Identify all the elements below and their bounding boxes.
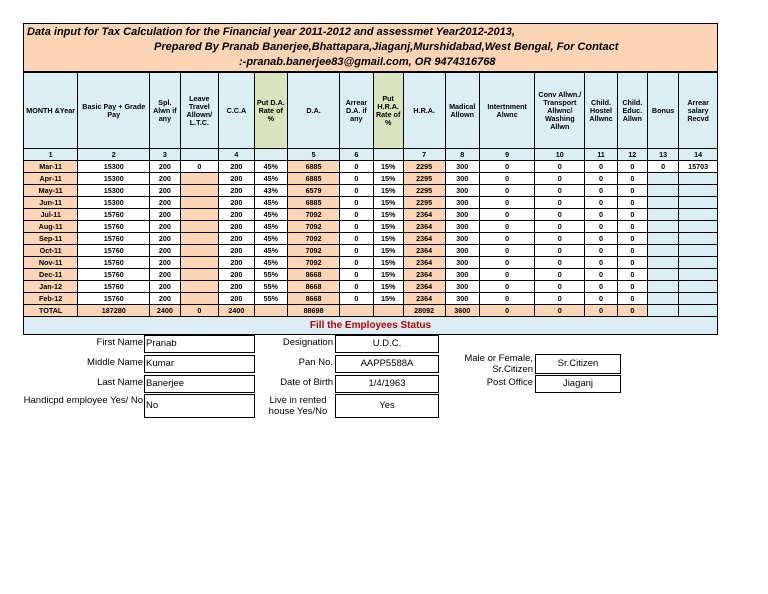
data-cell[interactable]: 0 (340, 185, 373, 197)
data-cell[interactable]: 200 (219, 269, 254, 281)
data-cell[interactable]: 0 (535, 221, 585, 233)
data-cell[interactable]: 15% (373, 233, 403, 245)
data-cell[interactable]: 0 (617, 161, 647, 173)
data-cell[interactable]: 200 (150, 185, 180, 197)
data-cell[interactable]: 15300 (78, 173, 150, 185)
month-cell: May-11 (24, 185, 78, 197)
data-cell[interactable]: 45% (254, 245, 287, 257)
data-cell[interactable]: 200 (150, 245, 180, 257)
data-cell[interactable]: 300 (445, 209, 479, 221)
month-cell: Jun-11 (24, 197, 78, 209)
table-total-row (24, 305, 718, 317)
data-cell[interactable] (647, 233, 678, 245)
data-cell[interactable]: 0 (585, 269, 617, 281)
data-cell[interactable] (679, 173, 718, 185)
data-cell[interactable]: 0 (340, 269, 373, 281)
column-header: D.A. (287, 73, 339, 149)
data-cell[interactable]: 200 (150, 197, 180, 209)
column-header: Put H.R.A. Rate of % (373, 73, 403, 149)
data-cell[interactable]: 15% (373, 161, 403, 173)
data-cell[interactable] (180, 197, 219, 209)
data-cell[interactable]: 300 (445, 257, 479, 269)
data-cell[interactable]: 15% (373, 209, 403, 221)
data-cell[interactable]: 200 (150, 269, 180, 281)
table-row (24, 257, 718, 269)
banner-line-3: :-pranab.banerjee83@gmail.com, OR 9474316768 (239, 56, 496, 68)
data-cell[interactable] (679, 281, 718, 293)
data-cell[interactable]: 15% (373, 173, 403, 185)
middle-name-label: Middle Name (87, 357, 143, 368)
month-cell: Jan-12 (24, 281, 78, 293)
data-cell[interactable]: 15703 (679, 161, 718, 173)
data-cell[interactable]: 0 (180, 161, 219, 173)
column-number: 11 (585, 149, 617, 161)
total-label: TOTAL (24, 305, 78, 317)
data-cell[interactable]: 200 (219, 197, 254, 209)
post-office-field[interactable]: Jiaganj (535, 375, 621, 393)
data-cell[interactable]: 0 (535, 185, 585, 197)
column-header: Intertnment Alwnc (479, 73, 534, 149)
data-cell[interactable]: 200 (150, 257, 180, 269)
data-cell[interactable]: 15300 (78, 197, 150, 209)
data-cell[interactable]: 0 (617, 173, 647, 185)
table-row (24, 173, 718, 185)
data-cell[interactable]: 6579 (287, 185, 339, 197)
data-cell[interactable] (679, 185, 718, 197)
total-cell: 0 (180, 305, 219, 317)
rented-house-label: Live in rented house Yes/No (268, 395, 328, 417)
total-cell: 2400 (150, 305, 180, 317)
data-cell[interactable]: 0 (479, 245, 534, 257)
gender-field[interactable]: Sr.Citizen (535, 354, 621, 374)
data-cell[interactable]: 15760 (78, 281, 150, 293)
data-cell[interactable]: 300 (445, 269, 479, 281)
data-cell[interactable]: 7092 (287, 257, 339, 269)
column-header: Spl. Alwn if any (150, 73, 180, 149)
data-cell[interactable]: 0 (340, 257, 373, 269)
data-cell[interactable]: 300 (445, 221, 479, 233)
column-number: 6 (340, 149, 373, 161)
data-cell[interactable] (679, 197, 718, 209)
data-cell[interactable]: 0 (585, 161, 617, 173)
table-row (24, 209, 718, 221)
data-cell[interactable]: 0 (535, 245, 585, 257)
data-cell[interactable]: 2364 (403, 221, 445, 233)
data-cell[interactable]: 15% (373, 221, 403, 233)
data-cell[interactable]: 55% (254, 281, 287, 293)
data-cell[interactable]: 15760 (78, 209, 150, 221)
column-header: Conv Allwn./ Transport Allwnc/ Washing Allwn (535, 73, 585, 149)
total-cell (340, 305, 373, 317)
data-cell[interactable]: 0 (340, 293, 373, 305)
table-row (24, 269, 718, 281)
data-cell[interactable] (679, 293, 718, 305)
data-cell[interactable]: 8668 (287, 281, 339, 293)
month-cell: Nov-11 (24, 257, 78, 269)
data-cell[interactable]: 45% (254, 221, 287, 233)
column-header: Arrear D.A. if any (340, 73, 373, 149)
data-cell[interactable]: 0 (340, 221, 373, 233)
data-cell[interactable]: 15760 (78, 293, 150, 305)
data-cell[interactable] (679, 209, 718, 221)
data-cell[interactable]: 300 (445, 185, 479, 197)
data-cell[interactable]: 0 (617, 221, 647, 233)
data-cell[interactable] (180, 233, 219, 245)
data-cell[interactable]: 55% (254, 293, 287, 305)
total-cell: 0 (479, 305, 534, 317)
column-number (373, 149, 403, 161)
data-cell[interactable]: 15% (373, 293, 403, 305)
data-cell[interactable]: 15% (373, 257, 403, 269)
data-cell[interactable]: 0 (585, 209, 617, 221)
data-cell[interactable]: 200 (150, 281, 180, 293)
column-number: 9 (479, 149, 534, 161)
employee-status-block (23, 335, 718, 423)
data-cell[interactable]: 6885 (287, 161, 339, 173)
data-cell[interactable] (180, 173, 219, 185)
data-cell[interactable]: 200 (219, 245, 254, 257)
data-cell[interactable]: 6885 (287, 173, 339, 185)
data-cell[interactable] (647, 269, 678, 281)
data-cell[interactable]: 0 (585, 197, 617, 209)
column-number: 2 (78, 149, 150, 161)
data-cell[interactable]: 15760 (78, 221, 150, 233)
data-cell[interactable] (647, 221, 678, 233)
data-cell[interactable]: 15300 (78, 161, 150, 173)
total-cell: 88698 (287, 305, 339, 317)
banner-line-2: Prepared By Pranab Banerjee,Bhattapara,Jiaganj,Murshidabad,West Bengal, For Contact (154, 41, 619, 53)
data-cell[interactable] (180, 221, 219, 233)
data-cell[interactable]: 15% (373, 245, 403, 257)
data-cell[interactable] (647, 185, 678, 197)
data-cell[interactable]: 2295 (403, 173, 445, 185)
column-number: 3 (150, 149, 180, 161)
data-cell[interactable]: 45% (254, 173, 287, 185)
data-cell[interactable]: 300 (445, 245, 479, 257)
data-cell[interactable]: 6885 (287, 197, 339, 209)
data-cell[interactable]: 200 (219, 221, 254, 233)
total-cell (679, 305, 718, 317)
banner-line-1: Data input for Tax Calculation for the Financial year 2011-2012 and assessmet Year2012-2013, (27, 26, 515, 38)
month-cell: Jul-11 (24, 209, 78, 221)
data-cell[interactable]: 0 (340, 209, 373, 221)
data-cell[interactable]: 300 (445, 293, 479, 305)
data-cell[interactable]: 2364 (403, 233, 445, 245)
title-banner (23, 23, 718, 72)
data-cell[interactable] (180, 245, 219, 257)
last-name-label: Last Name (97, 377, 143, 388)
data-cell[interactable]: 0 (585, 233, 617, 245)
data-cell[interactable]: 7092 (287, 233, 339, 245)
data-cell[interactable]: 0 (479, 233, 534, 245)
data-cell[interactable]: 0 (617, 257, 647, 269)
post-office-label: Post Office (486, 377, 533, 388)
column-header: Leave Travel Allown/ L.T.C. (180, 73, 219, 149)
data-cell[interactable]: 0 (647, 161, 678, 173)
data-cell[interactable]: 15300 (78, 185, 150, 197)
data-cell[interactable]: 0 (535, 293, 585, 305)
total-cell: 28092 (403, 305, 445, 317)
data-cell[interactable] (679, 245, 718, 257)
data-cell[interactable]: 2364 (403, 209, 445, 221)
data-cell[interactable]: 300 (445, 197, 479, 209)
data-cell[interactable]: 0 (535, 257, 585, 269)
column-number: 14 (679, 149, 718, 161)
handicapped-field[interactable]: No (144, 394, 255, 418)
column-number-row (24, 149, 718, 161)
data-cell[interactable] (180, 209, 219, 221)
data-cell[interactable]: 0 (617, 245, 647, 257)
data-cell[interactable]: 300 (445, 161, 479, 173)
data-cell[interactable]: 200 (150, 209, 180, 221)
data-cell[interactable] (180, 281, 219, 293)
data-cell[interactable]: 0 (479, 209, 534, 221)
data-cell[interactable]: 0 (585, 281, 617, 293)
total-cell (254, 305, 287, 317)
salary-table (23, 72, 718, 317)
rented-house-field[interactable]: Yes (335, 394, 439, 418)
data-cell[interactable]: 0 (617, 233, 647, 245)
data-cell[interactable]: 45% (254, 257, 287, 269)
data-cell[interactable]: 45% (254, 233, 287, 245)
data-cell[interactable]: 200 (219, 173, 254, 185)
column-header: Bonus (647, 73, 678, 149)
data-cell[interactable] (679, 221, 718, 233)
data-cell[interactable] (647, 293, 678, 305)
column-header: Basic Pay + Grade Pay (78, 73, 150, 149)
total-cell (647, 305, 678, 317)
table-row (24, 233, 718, 245)
data-cell[interactable]: 8668 (287, 293, 339, 305)
data-cell[interactable]: 0 (479, 197, 534, 209)
month-cell: Apr-11 (24, 173, 78, 185)
data-cell[interactable]: 2295 (403, 197, 445, 209)
data-cell[interactable]: 8668 (287, 269, 339, 281)
data-cell[interactable]: 0 (617, 209, 647, 221)
total-cell: 187280 (78, 305, 150, 317)
month-cell: Feb-12 (24, 293, 78, 305)
data-cell[interactable] (180, 257, 219, 269)
data-cell[interactable]: 2364 (403, 257, 445, 269)
data-cell[interactable]: 15% (373, 269, 403, 281)
data-cell[interactable]: 0 (479, 257, 534, 269)
data-cell[interactable]: 0 (585, 257, 617, 269)
month-cell: Dec-11 (24, 269, 78, 281)
data-cell[interactable]: 300 (445, 281, 479, 293)
data-cell[interactable]: 2364 (403, 293, 445, 305)
table-header-row (24, 73, 718, 149)
data-cell[interactable]: 2295 (403, 161, 445, 173)
last-name-field[interactable]: Banerjee (144, 375, 255, 393)
column-number (254, 149, 287, 161)
data-cell[interactable]: 200 (219, 233, 254, 245)
data-cell[interactable]: 0 (340, 245, 373, 257)
pan-label: Pan No. (298, 357, 333, 368)
data-cell[interactable]: 45% (254, 209, 287, 221)
data-cell[interactable]: 200 (150, 173, 180, 185)
data-cell[interactable]: 2364 (403, 269, 445, 281)
month-cell: Sep-11 (24, 233, 78, 245)
data-cell[interactable]: 300 (445, 233, 479, 245)
designation-field[interactable]: U.D.C. (335, 335, 439, 353)
handicapped-label: Handicpd employee Yes/ No (23, 395, 143, 406)
data-cell[interactable]: 2364 (403, 245, 445, 257)
data-cell[interactable]: 43% (254, 185, 287, 197)
column-header: Child. Hostel Allwnc (585, 73, 617, 149)
data-cell[interactable] (647, 209, 678, 221)
data-cell[interactable]: 0 (585, 185, 617, 197)
data-cell[interactable]: 200 (219, 209, 254, 221)
table-row (24, 221, 718, 233)
data-cell[interactable]: 15760 (78, 257, 150, 269)
data-cell[interactable]: 0 (617, 269, 647, 281)
data-cell[interactable] (679, 269, 718, 281)
data-cell[interactable]: 2364 (403, 281, 445, 293)
data-cell[interactable]: 7092 (287, 209, 339, 221)
data-cell[interactable]: 200 (219, 161, 254, 173)
column-number: 7 (403, 149, 445, 161)
data-cell[interactable]: 15760 (78, 269, 150, 281)
column-header: Put D.A. Rate of % (254, 73, 287, 149)
data-cell[interactable]: 0 (585, 245, 617, 257)
first-name-field[interactable]: Pranab (144, 335, 255, 353)
month-cell: Aug-11 (24, 221, 78, 233)
table-row (24, 293, 718, 305)
data-cell[interactable]: 0 (617, 197, 647, 209)
data-cell[interactable] (647, 281, 678, 293)
first-name-label: First Name (96, 337, 143, 348)
data-cell[interactable]: 55% (254, 269, 287, 281)
data-cell[interactable]: 200 (150, 221, 180, 233)
column-header: MONTH &Year (24, 73, 78, 149)
data-cell[interactable]: 200 (150, 233, 180, 245)
data-cell[interactable]: 200 (219, 293, 254, 305)
column-number: 13 (647, 149, 678, 161)
data-cell[interactable]: 0 (617, 293, 647, 305)
data-cell[interactable]: 15760 (78, 233, 150, 245)
data-cell[interactable] (679, 233, 718, 245)
data-cell[interactable]: 0 (340, 161, 373, 173)
table-row (24, 161, 718, 173)
data-cell[interactable] (679, 257, 718, 269)
table-row (24, 185, 718, 197)
total-cell: 2400 (219, 305, 254, 317)
data-cell[interactable]: 0 (585, 293, 617, 305)
data-cell[interactable]: 45% (254, 161, 287, 173)
data-cell[interactable]: 0 (340, 197, 373, 209)
data-cell[interactable]: 0 (535, 233, 585, 245)
data-cell[interactable]: 0 (535, 281, 585, 293)
data-cell[interactable] (180, 269, 219, 281)
table-row (24, 197, 718, 209)
tax-input-sheet (23, 23, 718, 423)
data-cell[interactable]: 200 (150, 161, 180, 173)
middle-name-field[interactable]: Kumar (144, 355, 255, 373)
dob-label: Date of Birth (280, 377, 333, 388)
column-header: Arrear salary Recvd (679, 73, 718, 149)
data-cell[interactable] (647, 245, 678, 257)
data-cell[interactable]: 15% (373, 185, 403, 197)
column-header: Child. Educ. Allwn (617, 73, 647, 149)
data-cell[interactable]: 15% (373, 281, 403, 293)
data-cell[interactable]: 0 (585, 221, 617, 233)
data-cell[interactable]: 200 (150, 293, 180, 305)
total-cell: 0 (617, 305, 647, 317)
data-cell[interactable]: 0 (535, 197, 585, 209)
data-cell[interactable]: 45% (254, 197, 287, 209)
fill-employee-status-title: Fill the Employees Status (23, 317, 718, 335)
data-cell[interactable]: 300 (445, 173, 479, 185)
data-cell[interactable]: 0 (479, 221, 534, 233)
gender-label: Male or Female, Sr.Citizen (464, 353, 533, 375)
column-number: 1 (24, 149, 78, 161)
data-cell[interactable]: 0 (535, 161, 585, 173)
column-number: 4 (219, 149, 254, 161)
column-header: Madical Allown (445, 73, 479, 149)
pan-field[interactable]: AAPP5588A (335, 355, 439, 373)
data-cell[interactable]: 0 (535, 269, 585, 281)
data-cell[interactable]: 200 (219, 281, 254, 293)
data-cell[interactable]: 15% (373, 197, 403, 209)
total-cell (373, 305, 403, 317)
month-cell: Mar-11 (24, 161, 78, 173)
total-cell: 3600 (445, 305, 479, 317)
data-cell[interactable] (647, 197, 678, 209)
data-cell[interactable]: 7092 (287, 245, 339, 257)
data-cell[interactable]: 0 (479, 293, 534, 305)
data-cell[interactable]: 0 (479, 281, 534, 293)
data-cell[interactable]: 0 (479, 185, 534, 197)
data-cell[interactable]: 2295 (403, 185, 445, 197)
data-cell[interactable] (180, 293, 219, 305)
data-cell[interactable]: 0 (535, 209, 585, 221)
month-cell: Oct-11 (24, 245, 78, 257)
data-cell[interactable]: 0 (340, 173, 373, 185)
data-cell[interactable]: 0 (617, 281, 647, 293)
column-number: 12 (617, 149, 647, 161)
column-number: 8 (445, 149, 479, 161)
data-cell[interactable]: 7092 (287, 221, 339, 233)
dob-field[interactable]: 1/4/1963 (335, 375, 439, 393)
data-cell[interactable]: 0 (340, 281, 373, 293)
column-header: C.C.A (219, 73, 254, 149)
designation-label: Designation (282, 337, 333, 348)
data-cell[interactable]: 0 (340, 233, 373, 245)
column-number (180, 149, 219, 161)
data-cell[interactable]: 200 (219, 185, 254, 197)
total-cell: 0 (585, 305, 617, 317)
table-row (24, 281, 718, 293)
data-cell[interactable] (647, 257, 678, 269)
column-header: H.R.A. (403, 73, 445, 149)
data-cell[interactable] (647, 173, 678, 185)
data-cell[interactable]: 0 (479, 161, 534, 173)
data-cell[interactable]: 0 (585, 173, 617, 185)
table-row (24, 245, 718, 257)
data-cell[interactable]: 0 (479, 269, 534, 281)
data-cell[interactable]: 0 (617, 185, 647, 197)
data-cell[interactable]: 0 (479, 173, 534, 185)
data-cell[interactable]: 200 (219, 257, 254, 269)
data-cell[interactable]: 0 (535, 173, 585, 185)
column-number: 10 (535, 149, 585, 161)
data-cell[interactable] (180, 185, 219, 197)
total-cell: 0 (535, 305, 585, 317)
column-number: 5 (287, 149, 339, 161)
data-cell[interactable]: 15760 (78, 245, 150, 257)
